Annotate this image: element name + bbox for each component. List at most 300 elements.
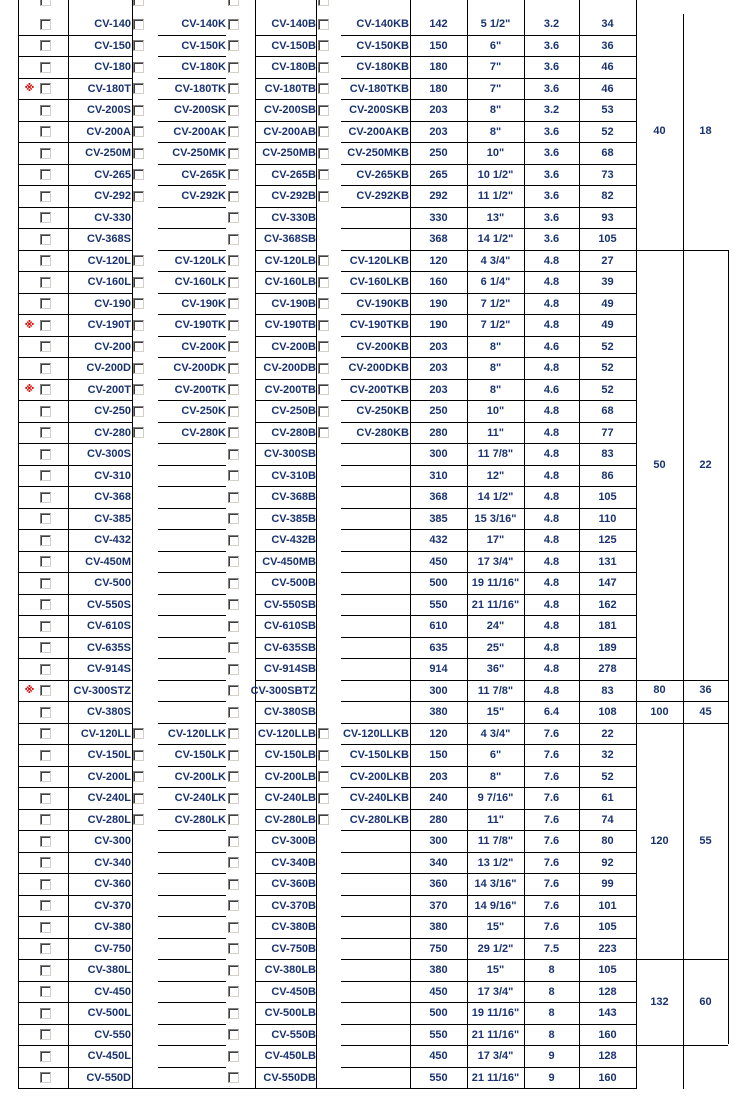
checkbox-icon[interactable] bbox=[318, 105, 329, 116]
checkbox-icon[interactable] bbox=[40, 320, 51, 331]
row-divider bbox=[341, 1045, 410, 1046]
model-number: CV-368 bbox=[94, 491, 131, 503]
size-inch: 9 7/16" bbox=[477, 792, 514, 804]
size-inch: 4 3/4" bbox=[480, 728, 511, 740]
model-number: CV-200A bbox=[86, 126, 131, 138]
model-number: CV-200L bbox=[87, 771, 131, 783]
model-number-b: CV-280LB bbox=[264, 814, 316, 826]
checkbox-icon[interactable] bbox=[40, 922, 51, 933]
model-number-b: CV-380LB bbox=[264, 964, 316, 976]
checkbox-icon[interactable] bbox=[133, 191, 144, 202]
size-mm: 360 bbox=[429, 878, 448, 890]
model-number-k: CV-265K bbox=[181, 169, 226, 181]
checkbox-icon[interactable] bbox=[133, 0, 144, 6]
checkbox-icon[interactable] bbox=[228, 1029, 239, 1040]
checkbox-icon[interactable] bbox=[228, 685, 239, 696]
checkbox-icon[interactable] bbox=[228, 105, 239, 116]
checkbox-icon[interactable] bbox=[318, 363, 329, 374]
model-number-b: CV-200AB bbox=[263, 126, 316, 138]
checkbox-icon[interactable] bbox=[40, 642, 51, 653]
checkbox-icon[interactable] bbox=[40, 685, 51, 696]
column-divider bbox=[316, 0, 317, 1089]
checkbox-icon[interactable] bbox=[318, 19, 329, 30]
checkbox-icon[interactable] bbox=[228, 664, 239, 675]
row-divider bbox=[158, 916, 226, 917]
spec-value-a: 8 bbox=[548, 986, 555, 998]
size-mm: 380 bbox=[429, 964, 448, 976]
checkbox-icon[interactable] bbox=[133, 255, 144, 266]
size-inch: 10" bbox=[486, 147, 505, 159]
spec-value-a: 3.6 bbox=[543, 190, 560, 202]
checkbox-icon[interactable] bbox=[228, 922, 239, 933]
size-mm: 240 bbox=[429, 792, 448, 804]
checkbox-icon[interactable] bbox=[228, 599, 239, 610]
checkbox-icon[interactable] bbox=[228, 1008, 239, 1019]
checkbox-icon[interactable] bbox=[228, 406, 239, 417]
row-divider bbox=[158, 680, 226, 681]
checkbox-icon[interactable] bbox=[318, 0, 329, 6]
row-divider bbox=[158, 637, 226, 638]
checkbox-icon[interactable] bbox=[40, 621, 51, 632]
checkbox-icon[interactable] bbox=[228, 535, 239, 546]
checkbox-icon[interactable] bbox=[133, 771, 144, 782]
spec-value-a: 4.6 bbox=[543, 341, 560, 353]
checkbox-icon[interactable] bbox=[318, 148, 329, 159]
model-number: CV-550S bbox=[86, 599, 131, 611]
spec-value-a: 4.8 bbox=[543, 577, 560, 589]
checkbox-icon[interactable] bbox=[228, 0, 239, 6]
model-number: CV-190 bbox=[94, 298, 131, 310]
spec-value-b: 74 bbox=[601, 814, 614, 826]
spec-value-a: 4.8 bbox=[543, 255, 560, 267]
group-value-a: 80 bbox=[653, 684, 666, 696]
checkbox-icon[interactable] bbox=[133, 19, 144, 30]
checkbox-icon[interactable] bbox=[318, 427, 329, 438]
checkbox-icon[interactable] bbox=[228, 728, 239, 739]
model-number: CV-280 bbox=[94, 427, 131, 439]
checkbox-icon[interactable] bbox=[40, 728, 51, 739]
model-number-b: CV-180TB bbox=[264, 83, 316, 95]
checkbox-icon[interactable] bbox=[318, 298, 329, 309]
row-divider bbox=[158, 1045, 226, 1046]
checkbox-icon[interactable] bbox=[133, 277, 144, 288]
checkbox-icon[interactable] bbox=[228, 793, 239, 804]
checkbox-icon[interactable] bbox=[40, 470, 51, 481]
spec-value-b: 61 bbox=[601, 792, 614, 804]
row-divider bbox=[341, 680, 410, 681]
row-divider bbox=[158, 1067, 226, 1068]
checkbox-icon[interactable] bbox=[228, 1072, 239, 1083]
size-inch: 29 1/2" bbox=[477, 943, 514, 955]
checkbox-icon[interactable] bbox=[40, 298, 51, 309]
checkbox-icon[interactable] bbox=[133, 320, 144, 331]
spec-value-b: 99 bbox=[601, 878, 614, 890]
group-value-a: 132 bbox=[650, 996, 669, 1008]
checkbox-icon[interactable] bbox=[228, 148, 239, 159]
model-number-k: CV-120LLK bbox=[167, 728, 226, 740]
checkbox-icon[interactable] bbox=[228, 771, 239, 782]
checkbox-icon[interactable] bbox=[318, 320, 329, 331]
spec-value-a: 4.8 bbox=[543, 663, 560, 675]
checkbox-icon[interactable] bbox=[40, 234, 51, 245]
checkbox-icon[interactable] bbox=[228, 255, 239, 266]
checkbox-icon[interactable] bbox=[318, 277, 329, 288]
model-number-kb: CV-120LKB bbox=[349, 255, 409, 267]
checkbox-icon[interactable] bbox=[228, 1051, 239, 1062]
checkbox-icon[interactable] bbox=[228, 62, 239, 73]
spec-value-b: 52 bbox=[601, 362, 614, 374]
model-number-kb: CV-180TKB bbox=[349, 83, 409, 95]
spec-value-b: 278 bbox=[598, 663, 617, 675]
checkbox-icon[interactable] bbox=[40, 19, 51, 30]
checkbox-icon[interactable] bbox=[318, 83, 329, 94]
model-number: CV-300S bbox=[86, 448, 131, 460]
checkbox-icon[interactable] bbox=[40, 449, 51, 460]
checkbox-icon[interactable] bbox=[40, 341, 51, 352]
column-divider bbox=[728, 250, 729, 1044]
checkbox-icon[interactable] bbox=[228, 363, 239, 374]
spec-value-b: 83 bbox=[601, 448, 614, 460]
spec-value-a: 3.6 bbox=[543, 212, 560, 224]
checkbox-icon[interactable] bbox=[228, 578, 239, 589]
checkbox-icon[interactable] bbox=[133, 814, 144, 825]
checkbox-icon[interactable] bbox=[133, 793, 144, 804]
spec-value-b: 80 bbox=[601, 835, 614, 847]
checkbox-icon[interactable] bbox=[228, 943, 239, 954]
size-inch: 14 1/2" bbox=[477, 491, 514, 503]
group-value-b: 45 bbox=[699, 706, 712, 718]
checkbox-icon[interactable] bbox=[40, 62, 51, 73]
checkbox-icon[interactable] bbox=[228, 169, 239, 180]
checkbox-icon[interactable] bbox=[133, 126, 144, 137]
checkbox-icon[interactable] bbox=[228, 384, 239, 395]
model-number-kb: CV-150LKB bbox=[349, 749, 409, 761]
spec-value-a: 4.8 bbox=[543, 319, 560, 331]
checkbox-icon[interactable] bbox=[40, 148, 51, 159]
size-mm: 180 bbox=[429, 83, 448, 95]
size-inch: 6" bbox=[489, 40, 502, 52]
checkbox-icon[interactable] bbox=[318, 793, 329, 804]
checkbox-icon[interactable] bbox=[40, 492, 51, 503]
model-number: CV-200D bbox=[86, 362, 131, 374]
checkbox-icon[interactable] bbox=[133, 148, 144, 159]
size-inch: 11 7/8" bbox=[477, 835, 514, 847]
spec-value-a: 4.6 bbox=[543, 384, 560, 396]
model-number: CV-250 bbox=[94, 405, 131, 417]
size-mm: 203 bbox=[429, 104, 448, 116]
row-divider bbox=[158, 701, 226, 702]
model-number: CV-380S bbox=[86, 706, 131, 718]
size-mm: 750 bbox=[429, 943, 448, 955]
spec-value-b: 49 bbox=[601, 319, 614, 331]
model-number-kb: CV-292KB bbox=[356, 190, 409, 202]
model-number: CV-610S bbox=[86, 620, 131, 632]
checkbox-icon[interactable] bbox=[40, 771, 51, 782]
checkbox-icon[interactable] bbox=[228, 556, 239, 567]
checkbox-icon[interactable] bbox=[133, 169, 144, 180]
model-number-k: CV-200LK bbox=[174, 771, 226, 783]
size-mm: 368 bbox=[429, 233, 448, 245]
checkbox-icon[interactable] bbox=[228, 965, 239, 976]
model-number: CV-250M bbox=[85, 147, 131, 159]
row-divider bbox=[341, 228, 410, 229]
checkbox-icon[interactable] bbox=[318, 728, 329, 739]
checkbox-icon[interactable] bbox=[228, 621, 239, 632]
checkbox-icon[interactable] bbox=[318, 814, 329, 825]
row-divider bbox=[158, 207, 226, 208]
size-inch: 17 3/4" bbox=[477, 986, 514, 998]
checkbox-icon[interactable] bbox=[228, 836, 239, 847]
row-divider bbox=[158, 938, 226, 939]
size-inch: 6" bbox=[489, 749, 502, 761]
checkbox-icon[interactable] bbox=[40, 277, 51, 288]
size-inch: 17" bbox=[486, 534, 505, 546]
checkbox-icon[interactable] bbox=[40, 83, 51, 94]
checkbox-icon[interactable] bbox=[318, 341, 329, 352]
size-mm: 635 bbox=[429, 642, 448, 654]
model-number-k: CV-190TK bbox=[174, 319, 226, 331]
model-number: CV-120LL bbox=[80, 728, 131, 740]
row-divider bbox=[341, 615, 410, 616]
model-number-kb: CV-250MKB bbox=[347, 147, 409, 159]
spec-value-a: 6.4 bbox=[543, 706, 560, 718]
checkbox-icon[interactable] bbox=[228, 427, 239, 438]
size-mm: 203 bbox=[429, 126, 448, 138]
spec-value-a: 4.8 bbox=[543, 427, 560, 439]
size-mm: 550 bbox=[429, 599, 448, 611]
checkbox-icon[interactable] bbox=[40, 384, 51, 395]
model-number-b: CV-340B bbox=[271, 857, 316, 869]
size-inch: 21 11/16" bbox=[471, 599, 520, 611]
checkbox-icon[interactable] bbox=[133, 341, 144, 352]
checkbox-icon[interactable] bbox=[228, 40, 239, 51]
spec-value-b: 105 bbox=[598, 964, 617, 976]
spec-value-a: 7.6 bbox=[543, 771, 560, 783]
checkbox-icon[interactable] bbox=[228, 191, 239, 202]
spec-value-a: 7.6 bbox=[543, 814, 560, 826]
size-mm: 550 bbox=[429, 1072, 448, 1084]
checkbox-icon[interactable] bbox=[40, 0, 51, 6]
size-inch: 8" bbox=[489, 384, 502, 396]
model-number-k: CV-200AK bbox=[173, 126, 226, 138]
row-divider bbox=[158, 551, 226, 552]
checkbox-icon[interactable] bbox=[318, 771, 329, 782]
size-mm: 380 bbox=[429, 921, 448, 933]
checkbox-icon[interactable] bbox=[40, 943, 51, 954]
model-number-kb: CV-140KB bbox=[356, 18, 409, 30]
checkbox-icon[interactable] bbox=[40, 1072, 51, 1083]
checkbox-icon[interactable] bbox=[228, 320, 239, 331]
checkbox-icon[interactable] bbox=[228, 298, 239, 309]
checkbox-icon[interactable] bbox=[133, 298, 144, 309]
model-number-k: CV-180TK bbox=[174, 83, 226, 95]
checkbox-icon[interactable] bbox=[318, 62, 329, 73]
checkbox-icon[interactable] bbox=[40, 793, 51, 804]
size-inch: 8" bbox=[489, 771, 502, 783]
checkbox-icon[interactable] bbox=[318, 750, 329, 761]
checkbox-icon[interactable] bbox=[318, 406, 329, 417]
checkbox-icon[interactable] bbox=[133, 384, 144, 395]
checkbox-icon[interactable] bbox=[40, 900, 51, 911]
group-divider bbox=[636, 250, 728, 251]
checkbox-icon[interactable] bbox=[40, 40, 51, 51]
checkbox-icon[interactable] bbox=[228, 750, 239, 761]
checkbox-icon[interactable] bbox=[40, 664, 51, 675]
spec-value-a: 7.6 bbox=[543, 835, 560, 847]
spec-value-b: 125 bbox=[598, 534, 617, 546]
model-number: CV-368S bbox=[86, 233, 131, 245]
checkbox-icon[interactable] bbox=[40, 126, 51, 137]
checkbox-icon[interactable] bbox=[40, 750, 51, 761]
model-number-kb: CV-190KB bbox=[356, 298, 409, 310]
checkbox-icon[interactable] bbox=[40, 535, 51, 546]
checkbox-icon[interactable] bbox=[40, 986, 51, 997]
size-mm: 160 bbox=[429, 276, 448, 288]
size-inch: 25" bbox=[486, 642, 505, 654]
checkbox-icon[interactable] bbox=[40, 965, 51, 976]
checkbox-icon[interactable] bbox=[40, 836, 51, 847]
checkbox-icon[interactable] bbox=[318, 126, 329, 137]
model-number: CV-750 bbox=[94, 943, 131, 955]
spec-value-b: 92 bbox=[601, 857, 614, 869]
size-inch: 11 1/2" bbox=[477, 190, 514, 202]
row-divider bbox=[341, 529, 410, 530]
checkbox-icon[interactable] bbox=[40, 599, 51, 610]
model-number-kb: CV-200LKB bbox=[349, 771, 409, 783]
model-number: CV-500 bbox=[94, 577, 131, 589]
size-mm: 142 bbox=[429, 18, 448, 30]
spec-value-b: 101 bbox=[598, 900, 617, 912]
size-mm: 120 bbox=[429, 255, 448, 267]
checkbox-icon[interactable] bbox=[228, 879, 239, 890]
size-inch: 8" bbox=[489, 104, 502, 116]
model-number-b: CV-550B bbox=[271, 1029, 316, 1041]
spec-value-a: 3.6 bbox=[543, 233, 560, 245]
model-number-k: CV-200TK bbox=[174, 384, 226, 396]
checkbox-icon[interactable] bbox=[40, 255, 51, 266]
model-number-k: CV-160LK bbox=[174, 276, 226, 288]
model-number-kb: CV-200AKB bbox=[348, 126, 409, 138]
checkbox-icon[interactable] bbox=[40, 191, 51, 202]
checkbox-icon[interactable] bbox=[228, 492, 239, 503]
checkbox-icon[interactable] bbox=[40, 857, 51, 868]
checkbox-icon[interactable] bbox=[40, 556, 51, 567]
checkbox-icon[interactable] bbox=[228, 19, 239, 30]
checkbox-icon[interactable] bbox=[133, 728, 144, 739]
size-mm: 250 bbox=[429, 147, 448, 159]
checkbox-icon[interactable] bbox=[40, 1051, 51, 1062]
row-divider bbox=[158, 1002, 226, 1003]
checkbox-icon[interactable] bbox=[228, 234, 239, 245]
checkbox-icon[interactable] bbox=[40, 814, 51, 825]
checkbox-icon[interactable] bbox=[40, 427, 51, 438]
size-inch: 21 11/16" bbox=[471, 1029, 520, 1041]
checkbox-icon[interactable] bbox=[40, 363, 51, 374]
size-inch: 11 7/8" bbox=[477, 685, 514, 697]
checkbox-icon[interactable] bbox=[228, 83, 239, 94]
checkbox-icon[interactable] bbox=[228, 857, 239, 868]
spec-value-b: 52 bbox=[601, 771, 614, 783]
model-number-b: CV-370B bbox=[271, 900, 316, 912]
model-number-b: CV-610SB bbox=[264, 620, 316, 632]
checkbox-icon[interactable] bbox=[40, 1029, 51, 1040]
row-divider bbox=[341, 895, 410, 896]
spec-value-a: 4.8 bbox=[543, 448, 560, 460]
row-divider bbox=[158, 959, 226, 960]
checkbox-icon[interactable] bbox=[228, 986, 239, 997]
checkbox-icon[interactable] bbox=[133, 363, 144, 374]
checkbox-icon[interactable] bbox=[228, 277, 239, 288]
checkbox-icon[interactable] bbox=[40, 1008, 51, 1019]
row-divider bbox=[341, 1002, 410, 1003]
spec-value-b: 131 bbox=[598, 556, 617, 568]
size-mm: 340 bbox=[429, 857, 448, 869]
checkbox-icon[interactable] bbox=[228, 900, 239, 911]
checkbox-icon[interactable] bbox=[133, 105, 144, 116]
row-divider bbox=[158, 981, 226, 982]
checkbox-icon[interactable] bbox=[40, 406, 51, 417]
model-number: CV-180T bbox=[87, 83, 131, 95]
checkbox-icon[interactable] bbox=[228, 707, 239, 718]
checkbox-icon[interactable] bbox=[318, 255, 329, 266]
model-number-kb: CV-280LKB bbox=[349, 814, 409, 826]
checkbox-icon[interactable] bbox=[40, 879, 51, 890]
checkbox-icon[interactable] bbox=[228, 470, 239, 481]
row-divider bbox=[158, 873, 226, 874]
checkbox-icon[interactable] bbox=[133, 40, 144, 51]
checkbox-icon[interactable] bbox=[228, 212, 239, 223]
checkbox-icon[interactable] bbox=[318, 191, 329, 202]
checkbox-icon[interactable] bbox=[40, 707, 51, 718]
checkbox-icon[interactable] bbox=[318, 384, 329, 395]
checkbox-icon[interactable] bbox=[318, 40, 329, 51]
checkbox-icon[interactable] bbox=[133, 62, 144, 73]
model-number-b: CV-450MB bbox=[262, 556, 316, 568]
model-number-b: CV-190B bbox=[271, 298, 316, 310]
checkbox-icon[interactable] bbox=[133, 427, 144, 438]
checkbox-icon[interactable] bbox=[40, 578, 51, 589]
checkbox-icon[interactable] bbox=[40, 212, 51, 223]
checkbox-icon[interactable] bbox=[40, 105, 51, 116]
model-number: CV-450M bbox=[85, 556, 131, 568]
checkbox-icon[interactable] bbox=[228, 449, 239, 460]
checkbox-icon[interactable] bbox=[318, 169, 329, 180]
checkbox-icon[interactable] bbox=[133, 750, 144, 761]
checkbox-icon[interactable] bbox=[133, 406, 144, 417]
group-value-b: 18 bbox=[699, 125, 712, 137]
checkbox-icon[interactable] bbox=[228, 126, 239, 137]
checkbox-icon[interactable] bbox=[228, 814, 239, 825]
row-divider bbox=[341, 658, 410, 659]
checkbox-icon[interactable] bbox=[228, 642, 239, 653]
checkbox-icon[interactable] bbox=[40, 513, 51, 524]
spec-value-a: 4.8 bbox=[543, 276, 560, 288]
spec-value-a: 4.8 bbox=[543, 534, 560, 546]
model-number-b: CV-368SB bbox=[264, 233, 316, 245]
checkbox-icon[interactable] bbox=[228, 341, 239, 352]
checkbox-icon[interactable] bbox=[133, 83, 144, 94]
model-number-k: CV-200DK bbox=[173, 362, 226, 374]
size-mm: 203 bbox=[429, 362, 448, 374]
asterisk-icon: ※ bbox=[24, 320, 35, 331]
checkbox-icon[interactable] bbox=[40, 169, 51, 180]
model-number: CV-300 bbox=[94, 835, 131, 847]
checkbox-icon[interactable] bbox=[228, 513, 239, 524]
spec-value-a: 4.8 bbox=[543, 642, 560, 654]
model-number: CV-120L bbox=[87, 255, 131, 267]
model-number: CV-140 bbox=[94, 18, 131, 30]
model-number-b: CV-500B bbox=[271, 577, 316, 589]
